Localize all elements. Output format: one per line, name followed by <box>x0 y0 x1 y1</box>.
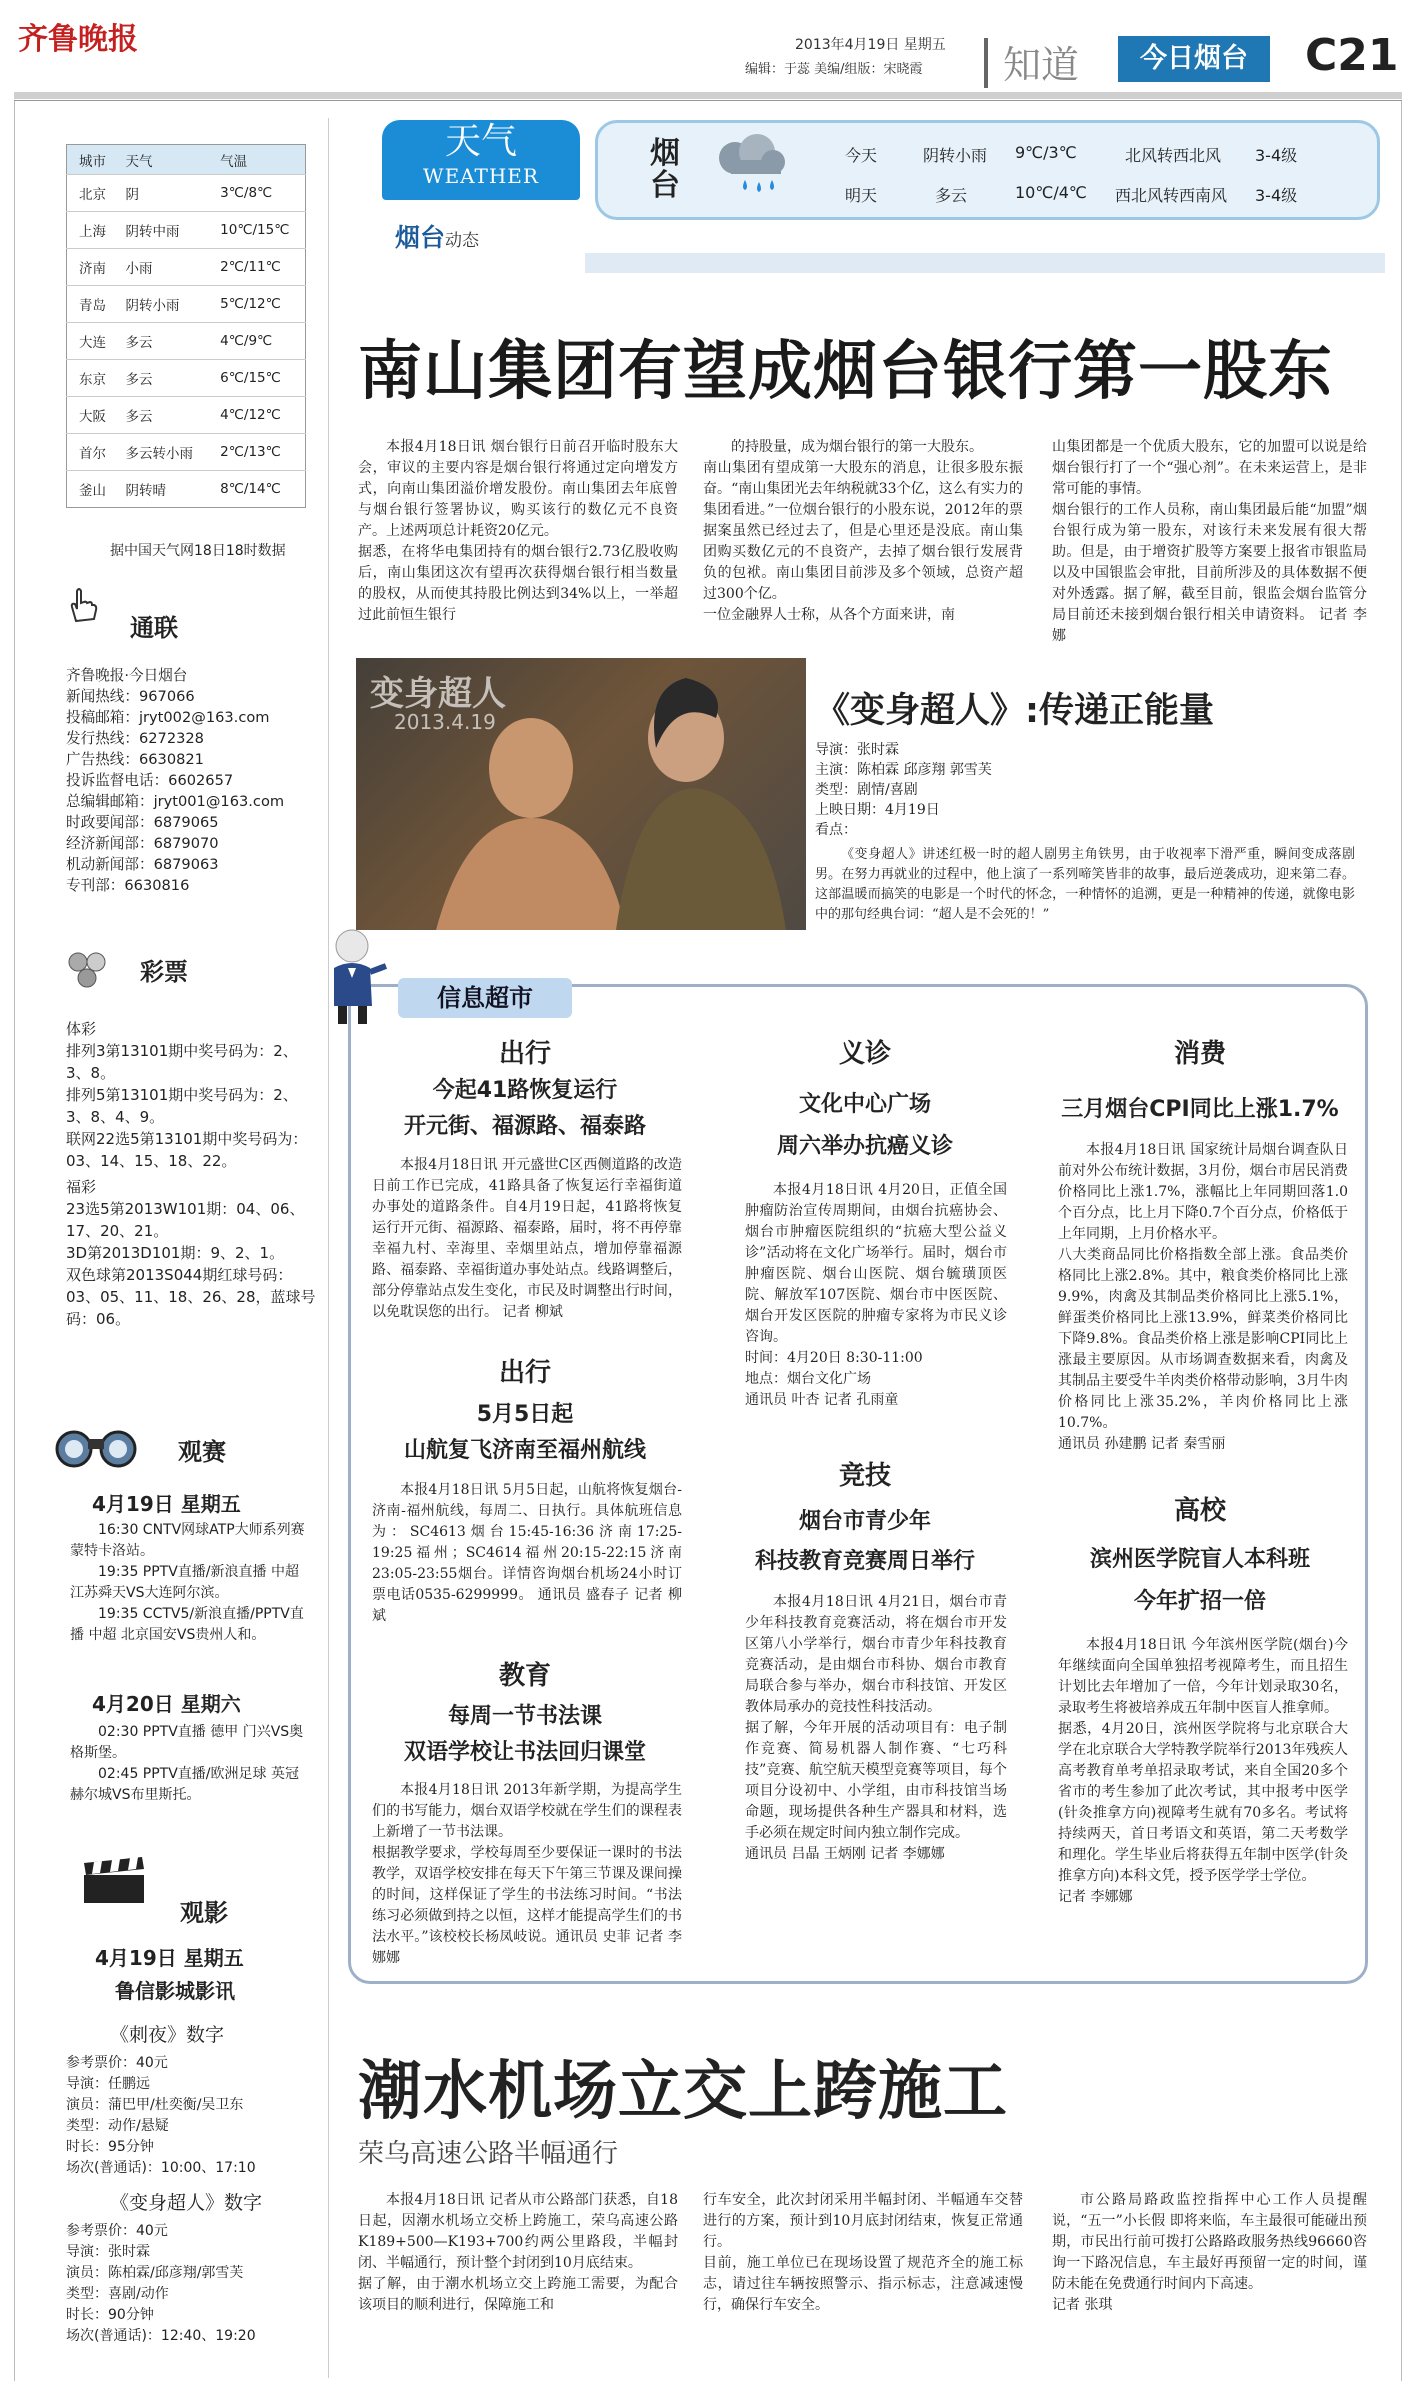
table-row <box>67 397 306 434</box>
cell-weather: 阴转晴 <box>114 471 209 508</box>
edition-badge: 今日烟台 <box>1118 36 1270 82</box>
forecast-today-force: 3-4级 <box>1255 146 1298 165</box>
lottery-line: 福彩 <box>66 1178 97 1196</box>
contact-line: 广告热线：6630821 <box>66 751 204 768</box>
table-row <box>67 212 306 249</box>
binoculars-icon <box>52 1425 142 1465</box>
forecast-today-weather: 阴转小雨 <box>923 146 988 165</box>
forecast-today-label: 今天 <box>845 146 878 165</box>
editors: 编辑：于蕊 美编/组版：宋晓霞 <box>745 62 923 77</box>
clapperboard-icon <box>80 1855 150 1905</box>
info-body-2: 本报4月18日讯 5月5日起，山航将恢复烟台-济南-福州航线，每周二、日执行。具体航班信息为：SC4613烟台15:45-16:36济南17:25-19:25福州；SC4614福州20:15-22:15济南23:05-23:55烟台。详情咨询烟台机场24小时订票电话0535-6299999。 通讯员 盛春子 记者 柳斌 <box>372 1482 682 1624</box>
lottery-line: 体彩 <box>66 1020 97 1038</box>
film2-title: 《变身超人》数字 <box>110 2192 263 2214</box>
masthead: 齐鲁晚报 <box>18 22 138 57</box>
contact-line: 专刊部：6630816 <box>66 877 190 894</box>
cell-weather: 小雨 <box>114 249 209 286</box>
businessman-icon <box>320 926 390 1026</box>
info-body-1: 本报4月18日讯 开元盛世C区西侧道路的改造日前工作已完成，41路具备了恢复运行幸福街道办事处的道路条件。自4月19日起，41路将恢复运行开元街、福源路、福泰路，届时，将不再停靠幸福九村、幸海里、幸烟里站点，增加停靠福源路、福泰路、幸福街道办事处站点。线路调整后，部分停靠站点发生变化，市民及时调整出行时间，以免耽误您的出行。 记者 柳斌 <box>372 1157 682 1320</box>
info-category-college: 高校 <box>1173 1496 1226 1526</box>
table-row <box>67 434 306 471</box>
cell-city: 济南 <box>67 249 114 286</box>
movies-date: 4月19日 星期五 <box>95 1946 244 1970</box>
cell-weather: 阴 <box>114 175 209 212</box>
lead-col-1: 本报4月18日讯 烟台银行日前召开临时股东大会，审议的主要内容是烟台银行将通过定向增发方式，向南山集团溢价增发股份。南山集团去年底曾与烟台银行签署协议，购买该行的数亿元不良资产。上述两项总计耗资20亿元。 据悉，在将华电集团持有的烟台银行2.73亿股收购后，南山集团这次有望再次获得烟台银行相当数量的股权，从而使其持股比例达到34%以上，一举超过此前恒生银行 <box>358 439 678 623</box>
info-headline-5b: 科技教育竞赛周日举行 <box>754 1549 975 1574</box>
header-rule <box>14 92 1402 99</box>
contact-line: 经济新闻部：6879070 <box>66 835 219 852</box>
film-meta-line: 上映日期：4月19日 <box>815 802 940 818</box>
film-meta-line: 导演：张时霖 <box>815 742 899 758</box>
poster-title: 变身超人 <box>370 674 506 714</box>
cell-temp: 3℃/8℃ <box>208 175 305 212</box>
film-info-line: 场次(普通话)：12:40、19:20 <box>66 2328 256 2344</box>
contact-line: 投诉监督电话：6602657 <box>66 772 234 789</box>
cell-city: 大连 <box>67 323 114 360</box>
contact-title: 通联 <box>130 614 178 642</box>
info-headline-4a: 文化中心广场 <box>798 1092 931 1117</box>
film2-info <box>66 2221 316 2347</box>
film-info-line: 时长：95分钟 <box>66 2139 154 2155</box>
weather-badge-subtitle: WEATHER <box>423 164 539 188</box>
lottery-line: 排列3第13101期中奖号码为：2、3、8。 <box>66 1042 298 1082</box>
weather-dynamic-suffix: 动态 <box>445 231 480 251</box>
info-category-travel-1: 出行 <box>498 1039 551 1069</box>
film-info-line: 导演：张时霖 <box>66 2244 150 2260</box>
forecast-today-wind: 北风转西北风 <box>1125 146 1222 165</box>
film-info-line: 参考票价：40元 <box>66 2055 168 2071</box>
weather-dynamic-city: 烟台 <box>395 223 446 252</box>
film-info-line: 参考票价：40元 <box>66 2223 168 2239</box>
page-number: C21 <box>1305 30 1399 81</box>
games-list-day1 <box>70 1520 315 1646</box>
table-row <box>67 286 306 323</box>
film-meta-line: 看点： <box>815 822 857 838</box>
lottery-line: 23选5第2013W101期：04、06、17、20、21。 <box>66 1200 305 1240</box>
cell-temp: 6℃/15℃ <box>208 360 305 397</box>
info-body-5: 本报4月18日讯 4月21日，烟台市青少年科技教育竞赛活动，将在烟台市开发区第八小学举行，烟台市青少年科技教育竞赛活动，是由烟台市科协、烟台市教育局联合参与举办，烟台市科技馆、开发区教体局承办的竞技性科技活动。 据了解，今年开展的活动项目有：电子制作竞赛、简易机器人制作赛、“七巧科技”竞赛、航空航天模型竞赛等项目，每个项目分设初中、小学组，由市科技馆当场命题，现场提供各种生产器具和材料，选手必须在规定时间内独立制作完成。 通讯员 吕晶 王炳刚 记者 李娜娜 <box>745 1594 1007 1862</box>
info-headline-4b: 周六举办抗癌义诊 <box>776 1134 953 1159</box>
cell-city: 北京 <box>67 175 114 212</box>
film-description: 《变身超人》讲述红极一时的超人剧男主角铁男，由于收视率下滑严重，瞬间变成落剧男。在努力再就业的过程中，他上演了一系列啼笑皆非的故事，最后逆袭成功，迎来第二春。这部温暖而搞笑的电影是一个时代的怀念，一种情怀的追溯，更是一种精神的传递，就像电影中的那句经典台词：“超人是不会死的！” <box>815 847 1355 922</box>
film-still-image <box>356 658 806 930</box>
info-headline-1b: 开元街、福源路、福泰路 <box>403 1114 646 1139</box>
film-info-line: 演员：蒲巴甲/杜奕衡/吴卫东 <box>66 2097 244 2113</box>
header-separator <box>984 38 988 88</box>
cell-city: 青岛 <box>67 286 114 323</box>
cell-temp: 4℃/12℃ <box>208 397 305 434</box>
games-day2: 4月20日 星期六 <box>92 1692 241 1716</box>
contact-line: 时政要闻部：6879065 <box>66 814 219 831</box>
lottery-line: 联网22选5第13101期中奖号码为：03、14、15、18、22。 <box>66 1130 308 1170</box>
cell-temp: 8℃/14℃ <box>208 471 305 508</box>
lead-headline: 南山集团有望成烟台银行第一股东 <box>358 335 1333 409</box>
section-name: 知道 <box>1003 43 1080 87</box>
cloud-rain-icon <box>705 130 795 200</box>
cinema-name: 鲁信影城影讯 <box>115 1979 235 2003</box>
cell-temp: 10℃/15℃ <box>208 212 305 249</box>
page-border-right <box>1401 101 1402 2381</box>
table-row <box>67 360 306 397</box>
city-weather-table <box>66 144 306 508</box>
info-headline-3a: 每周一节书法课 <box>447 1704 602 1729</box>
cell-weather: 多云 <box>114 360 209 397</box>
table-row <box>67 323 306 360</box>
forecast-tomorrow-temp: 10℃/4℃ <box>1015 183 1087 202</box>
cell-temp: 2℃/13℃ <box>208 434 305 471</box>
forecast-city: 烟台 <box>650 136 680 203</box>
contact-line: 发行热线：6272328 <box>66 730 204 747</box>
film-review-headline: 《变身超人》:传递正能量 <box>815 691 1214 731</box>
contact-line: 新闻热线：967066 <box>66 688 195 705</box>
info-body-7: 本报4月18日讯 今年滨州医学院(烟台)今年继续面向全国单独招考视障考生，而且招生计划比去年增加了一倍，今年计划录取30名，录取考生将被培养成五年制中医盲人推拿师。 据悉，4月20日，滨州医学院将与北京联合大学在北京联合大学特教学院举行2013年残疾人高考教育单考单招录取考试，来自全国20多个省市的考生参加了此次考试，其中报考中医学(针灸推拿方向)视障考生就有70多名。考试将持续两天，首日考语文和英语，第二天考数学和理化。学生毕业后将获得五年制中医学(针灸推拿方向)本科文凭，授予医学学士学位。 记者 李娜娜 <box>1058 1637 1348 1905</box>
contact-line: 总编辑邮箱：jryt001@163.com <box>66 793 285 810</box>
info-headline-6: 三月烟台CPI同比上涨1.7% <box>1061 1097 1339 1122</box>
cell-temp: 5℃/12℃ <box>208 286 305 323</box>
cell-city: 首尔 <box>67 434 114 471</box>
lead-col-2: 的持股量，成为烟台银行的第一大股东。 南山集团有望成第一大股东的消息，让很多股东振奋。“南山集团光去年纳税就33个亿，这么有实力的集团看进。”一位烟台银行的小股东说，2012年的票据案虽然已经过去了，但是心里还是没底。南山集团购买数亿元的不良资产，去掉了烟台银行发展背负的包袱。南山集团目前涉及多个领域，总资产超过300个亿。 一位金融界人士称，从各个方面来讲，南 <box>703 439 1023 623</box>
cell-weather: 多云 <box>114 323 209 360</box>
col-header-weather: 天气 <box>114 145 209 175</box>
lottery-line: 双色球第2013S044期红球号码：03、05、11、18、26、28，蓝球号码：06。 <box>66 1266 316 1328</box>
film-info-line: 演员：陈柏霖/邱彦翔/郭雪芙 <box>66 2265 244 2281</box>
bottom-subheadline: 荣乌高速公路半幅通行 <box>358 2139 619 2169</box>
info-category-travel-2: 出行 <box>498 1358 551 1388</box>
cell-weather: 多云 <box>114 397 209 434</box>
info-headline-2a: 5月5日起 <box>476 1402 574 1427</box>
film-meta <box>815 740 1355 840</box>
contact-line: 投稿邮箱：jryt002@163.com <box>66 709 270 726</box>
game-item: 02:45 PPTV直播/欧洲足球 英冠 赫尔城VS布里斯托。 <box>70 1766 299 1803</box>
lottery-line: 3D第2013D101期：9、2、1。 <box>66 1244 285 1262</box>
cell-temp: 2℃/11℃ <box>208 249 305 286</box>
film-meta-line: 类型：剧情/喜剧 <box>815 782 918 798</box>
film-info-line: 场次(普通话)：10:00、17:10 <box>66 2160 256 2176</box>
weather-badge-title: 天气 <box>444 121 517 162</box>
lottery-title: 彩票 <box>140 958 188 986</box>
bottom-headline: 潮水机场立交上跨施工 <box>358 2055 1008 2129</box>
forecast-today-temp: 9℃/3℃ <box>1015 143 1077 162</box>
col-header-temp: 气温 <box>208 145 305 175</box>
film-still-figures <box>356 658 806 930</box>
movies-title: 观影 <box>180 1899 228 1927</box>
lottery-line: 排列5第13101期中奖号码为：2、3、8、4、9。 <box>66 1086 298 1126</box>
info-category-education: 教育 <box>498 1661 551 1691</box>
forecast-tomorrow-label: 明天 <box>845 186 878 205</box>
cell-weather: 阴转小雨 <box>114 286 209 323</box>
contact-line: 齐鲁晚报·今日烟台 <box>66 667 188 684</box>
info-headline-2b: 山航复飞济南至福州航线 <box>403 1438 646 1463</box>
film-meta-line: 主演：陈柏霖 邱彦翔 郭雪芙 <box>815 762 992 778</box>
header-rule-thin <box>14 100 1402 101</box>
issue-date: 2013年4月19日 星期五 <box>795 37 946 53</box>
info-headline-7a: 滨州医学院盲人本科班 <box>1089 1547 1310 1572</box>
lottery-list <box>66 1018 316 1330</box>
film1-info <box>66 2053 316 2179</box>
info-body-3: 本报4月18日讯 2013年新学期，为提高学生们的书写能力，烟台双语学校就在学生们的课程表上新增了一节书法课。 根据教学要求，学校每周至少要保证一课时的书法教学，双语学校安排在每天下午第三节课及课间操的时间，这样保证了学生的书法练习时间。“书法练习必须做到持之以恒，这样才能提高学生们的书法水平。”该校校长杨凤岐说。通讯员 史菲 记者 李娜娜 <box>372 1782 682 1966</box>
game-item: 19:35 CCTV5/新浪直播/PPTV直播 中超 北京国安VS贵州人和。 <box>70 1606 304 1643</box>
weather-strip <box>585 253 1385 273</box>
info-headline-7b: 今年扩招一倍 <box>1133 1589 1266 1614</box>
lead-col-3: 山集团都是一个优质大股东，它的加盟可以说是给烟台银行打了一个“强心剂”。在未来运营上，是非常可能的事情。 烟台银行的工作人员称，南山集团最后能“加盟”烟台银行成为第一股东，对该行未来发展有很大帮助。但是，由于增资扩股等方案要上报省市银监局以及中国银监会审批，目前所涉及的具体数据不便对外透露。据了解，截至目前，银监会烟台监管分局目前还未接到烟台银行相关申请资料。 记者 李娜 <box>1052 439 1367 644</box>
hand-pointer-icon <box>62 585 102 625</box>
table-row <box>67 249 306 286</box>
film-info-line: 类型：动作/悬疑 <box>66 2118 169 2134</box>
page-border-left <box>14 101 15 2381</box>
info-category-consumption: 消费 <box>1173 1039 1226 1069</box>
info-body-4: 本报4月18日讯 4月20日，正值全国肿瘤防治宣传周期间，由烟台抗癌协会、烟台市肿瘤医院组织的“抗癌大型公益义诊”活动将在文化广场举行。届时，烟台市肿瘤医院、烟台山医院、烟台毓璜顶医院、解放军107医院、烟台市中医医院、烟台开发区医院的肿瘤专家将为市民义诊咨询。 时间：4月20日 8:30-11:00 地点：烟台文化广场 通讯员 叶杏 记者 孔雨童 <box>745 1182 1007 1408</box>
games-title: 观赛 <box>178 1438 226 1466</box>
weather-dynamic-label <box>395 218 479 254</box>
games-list-day2 <box>70 1722 315 1806</box>
cell-weather: 多云转小雨 <box>114 434 209 471</box>
cell-city: 釜山 <box>67 471 114 508</box>
info-headline-1a: 今起41路恢复运行 <box>432 1078 618 1103</box>
games-day1: 4月19日 星期五 <box>92 1492 241 1516</box>
info-headline-5a: 烟台市青少年 <box>798 1509 931 1534</box>
film-info-line: 时长：90分钟 <box>66 2307 154 2323</box>
column-divider <box>328 118 329 2378</box>
info-category-clinic: 义诊 <box>838 1039 891 1069</box>
lottery-balls-icon <box>66 950 106 990</box>
game-item: 02:30 PPTV直播 德甲 门兴VS奥格斯堡。 <box>70 1724 304 1761</box>
bottom-col-1: 本报4月18日讯 记者从市公路部门获悉，自18日起，因潮水机场立交桥上跨施工，荣乌高速公路K189+500—K193+700约两公里路段，半幅封闭、半幅通行，预计整个封闭到10月底结束。 据了解，由于潮水机场立交上跨施工需要，为配合该项目的顺利进行，保障施工和 <box>358 2192 678 2313</box>
poster-date: 2013.4.19 <box>394 710 496 734</box>
info-body-6: 本报4月18日讯 国家统计局烟台调查队日前对外公布统计数据，3月份，烟台市居民消费价格同比上涨1.7%，涨幅比上年同期回落1.0个百分点，比上月下降0.7个百分点，价格低于上年同期，上月价格水平。 八大类商品同比价格指数全部上涨。食品类价格同比上涨2.8%。其中，粮食类价格同比上涨9.9%，肉禽及其制品类价格同比上涨5.1%，鲜蛋类价格同比上涨13.9%，鲜菜类价格同比下降9.8%。食品类价格上涨是影响CPI同比上涨最主要原因。从市场调查数据来看，肉禽及其制品主要受牛羊肉类价格带动影响，3月牛肉价格同比上涨35.2%，羊肉价格同比上涨10.7%。 通讯员 孙建鹏 记者 秦雪丽 <box>1058 1142 1348 1452</box>
weather-source: 据中国天气网18日18时数据 <box>110 543 286 559</box>
table-row <box>67 175 306 212</box>
cell-temp: 4℃/9℃ <box>208 323 305 360</box>
info-market-tab: 信息超市 <box>398 978 572 1018</box>
forecast-tomorrow-weather: 多云 <box>935 186 968 205</box>
col-header-city: 城市 <box>67 145 114 175</box>
bottom-col-3: 市公路局路政监控指挥中心工作人员提醒说，“五一”小长假 即将来临，车主最很可能碰出预期，市民出行前可拨打公路路政服务热线96660咨询一下路况信息，车主最好再预留一定的时间，谨防未能在免费通行时间内下高速。 记者 张琪 <box>1052 2192 1367 2313</box>
forecast-tomorrow-force: 3-4级 <box>1255 186 1298 205</box>
table-row <box>67 471 306 508</box>
info-headline-3b: 双语学校让书法回归课堂 <box>403 1740 646 1765</box>
film1-title: 《刺夜》数字 <box>110 2024 225 2046</box>
film-info-line: 类型：喜剧/动作 <box>66 2286 169 2302</box>
cell-city: 大阪 <box>67 397 114 434</box>
game-item: 19:35 PPTV直播/新浪直播 中超 江苏舜天VS大连阿尔滨。 <box>70 1564 299 1601</box>
cell-city: 东京 <box>67 360 114 397</box>
bottom-col-2: 行车安全，此次封闭采用半幅封闭、半幅通车交替进行的方案，预计到10月底封闭结束，恢复正常通行。 目前，施工单位已在现场设置了规范齐全的施工标志，请过往车辆按照警示、指示标志，注意减速慢行，确保行车安全。 <box>703 2192 1023 2313</box>
cell-weather: 阴转中雨 <box>114 212 209 249</box>
contact-line: 机动新闻部：6879063 <box>66 856 219 873</box>
contact-list <box>66 665 316 896</box>
film-info-line: 导演：任鹏远 <box>66 2076 150 2092</box>
info-category-competition: 竞技 <box>838 1461 891 1491</box>
forecast-tomorrow-wind: 西北风转西南风 <box>1115 186 1228 205</box>
cell-city: 上海 <box>67 212 114 249</box>
game-item: 16:30 CNTV网球ATP大师系列赛蒙特卡洛站。 <box>70 1522 305 1559</box>
weather-badge <box>382 120 580 200</box>
